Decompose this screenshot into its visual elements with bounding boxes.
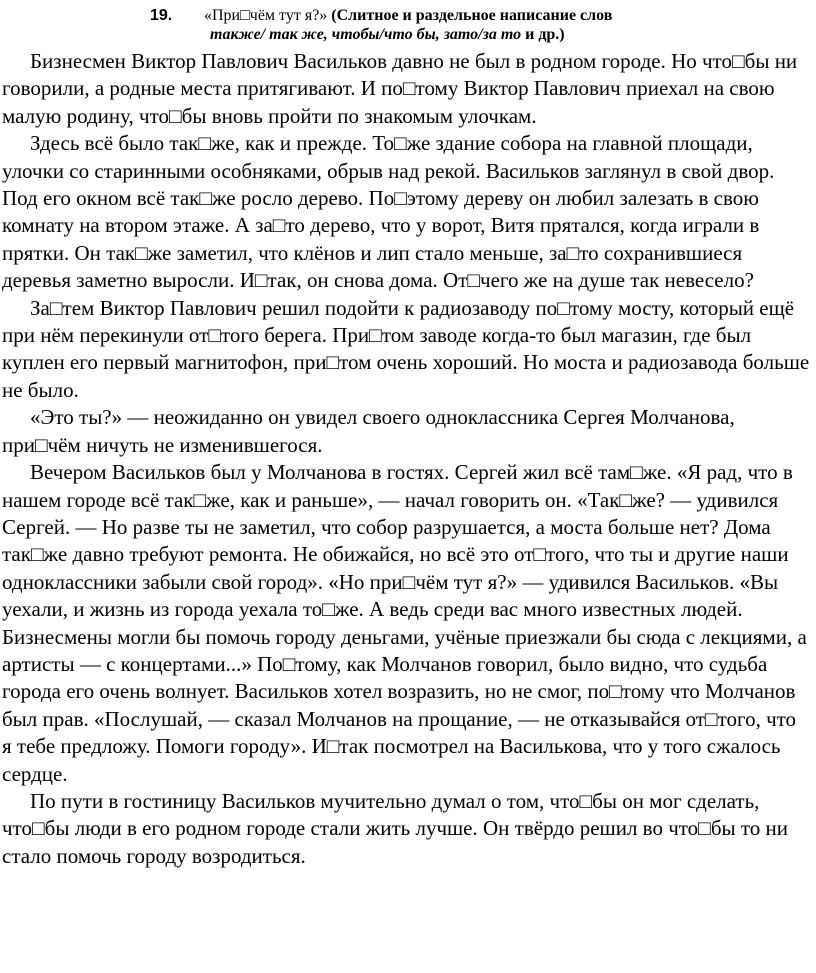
paragraph-5: Вечером Васильков был у Молчанова в гостях. Сергей жил всё там□же. «Я рад, что в нашем городе всё так□же, как и раньше», — начал говорить он. «Так□же? — удивился Сергей. — Но разве ты не заметил, что собор разрушается, а моста больше нет? Дома так□же давно требуют ремонта. Не обижайся, но всё это от□того, что ты и другие наши одноклассники забыли свой город». «Но при□чём тут я?» — удивился Васильков. «Вы уехали, и жизнь из города уехала то□же. А ведь среди вас много известных людей. Бизнесмены могли бы помочь городу деньгами, учёные приезжали бы сюда с лекциями, а артисты — с концертами...» По□тому, как Молчанов говорил, было видно, что судьба города его очень волнует. Васильков хотел возразить, но не смог, по□тому что Молчанов был прав. «Послушай, — сказал Молчанов на прощание, — не отказывайся от□того, что я тебе предложу. Помоги городу». И□так посмотрел на Василькова, что у того сжалось сердце. [2, 460, 807, 786]
exercise-title: «При□чём тут я?» [204, 7, 328, 24]
exercise-number: 19. [150, 7, 173, 24]
exercise-topic: (Слитное и раздельное написание слов [331, 7, 613, 24]
paragraph-6: По пути в гостиницу Васильков мучительно думал о том, что□бы он мог сделать, что□бы люди в его родном городе стали жить лучше. Он твёрдо решил во что□бы то ни стало помочь городу возродиться. [2, 788, 789, 868]
exercise-text [2, 48, 810, 870]
paragraph-2: Здесь всё было так□же, как и прежде. То□же здание собора на главной площади, улочки со старинными особняками, обрыв над рекой. Васильков заглянул в свой двор. Под его окном всё так□же росло дерево. По□этому дереву он любил залезать в свою комнату на втором этаже. А за□то дерево, что у ворот, Витя прятался, когда играли в прятки. Он так□же заметил, что клёнов и лип стало меньше, за□то сохранившиеся деревья заметно выросли. И□так, он снова дома. От□чего же на душе так невесело? [2, 131, 775, 293]
exercise-topic-examples: также/ так же, чтобы/что бы, зато/за то [210, 26, 522, 43]
paragraph-4: «Это ты?» — неожиданно он увидел своего одноклассника Сергея Молчанова, при□чём ничуть не изменившегося. [2, 405, 735, 457]
paragraph-3: За□тем Виктор Павлович решил подойти к радиозаводу по□тому мосту, который ещё при нём перекинули от□того берега. При□том заводе когда-то был магазин, где был куплен его первый магнитофон, при□том очень хороший. Но моста и радиозавода больше не было. [2, 295, 810, 402]
exercise-topic-suffix: и др.) [525, 26, 565, 43]
paragraph-1: Бизнесмен Виктор Павлович Васильков давно не был в родном городе. Но что□бы ни говорили, а родные места притягивают. И по□тому Виктор Павлович приехал на свою малую родину, что□бы вновь пройти по знакомым улочкам. [2, 49, 798, 128]
heading-line-1 [2, 6, 810, 25]
exercise-heading [2, 6, 810, 44]
heading-line-2 [2, 25, 810, 44]
